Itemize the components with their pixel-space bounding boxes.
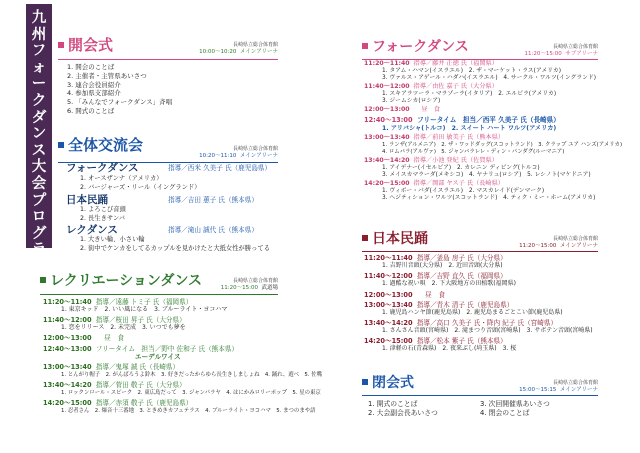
list-item: 2. 長生きサンバ bbox=[80, 214, 126, 222]
minyo-heading: 日本民踊 bbox=[362, 228, 428, 248]
list-item: 4. 閉会のことば bbox=[480, 408, 530, 417]
folk-row-1-items: 1. スキアラツーラ・マラゾーラ(イタリア) 2. エルビラ(アメリカ) 3. ジームシカ(ロシア) bbox=[382, 90, 557, 104]
list-item: 1. よろこび音頭 bbox=[80, 206, 126, 213]
minyo-row-5: 14:20～15:00 指導／松本 紫子 氏（熊本県） bbox=[364, 337, 507, 345]
square-bullet-icon bbox=[362, 379, 368, 385]
kaikai-rule bbox=[58, 59, 278, 60]
list-item: 2. 主催者・主管県あいさつ bbox=[67, 71, 147, 80]
rec-row-1-items: 1. 恋をリリース 2. 未完成 3. いつでも夢を bbox=[61, 324, 186, 331]
folk-row-5-items: 1. アイデナー(イセルビア) 2. カレニン ディビング(トルコ) 3. メイスカマラーダ(メキシコ) 4. ヤナリュ(ロシア) 5. レシノト(マケドニア) bbox=[382, 164, 591, 178]
heikai-list-left bbox=[368, 399, 438, 417]
heikai-list-right bbox=[480, 399, 550, 417]
folk-row-4-items: 1. ランザ(アルメニア) 2. ザ・ワッドダッグ(スコットランド) 3. クラップ ユア ハンズ(アメリカ) 4. ロムバラ(アルヴァ) 5. ジャンバラレレ・ディン・パンダグ(ルーマニア) bbox=[382, 141, 623, 155]
folk-row-3-items: 1. アリバシャ(トルコ) 2. スイート ハート ワルツ(アメリカ) bbox=[382, 125, 557, 132]
list-item: 2. 街中でケンカをしてるカップルを見かけたと大抵女性が勝ってる bbox=[80, 244, 270, 252]
zentai-sub-folk-leader: 指導／西米 久美子 氏（鹿児島県） bbox=[168, 164, 272, 172]
heikai-meta: 長崎県立総合体育館 15:00～15:15 メインアリーナ bbox=[519, 380, 598, 393]
square-bullet-icon bbox=[58, 42, 64, 48]
list-item: 2. 大会副会長あいさつ bbox=[368, 408, 438, 417]
rec-row-4: 13:00～13:40 指導／鬼塚 誠 氏（長崎県） bbox=[43, 363, 180, 371]
kaikai-heading: 開会式 bbox=[58, 34, 113, 55]
folk-row-6-items: 1. ヴィボー・パダ(イスラエル) 2. マスカレイド(デンマーク) 3. ヘジティション・ワルツ(スコットランド) 4. ティク・ミー・ホーム(アメリカ) bbox=[382, 187, 596, 201]
vertical-title-band: 九州フォークダンス大会 プログラム bbox=[26, 4, 52, 248]
list-item: 1. 大きい輪、小さい輪 bbox=[80, 236, 145, 243]
folk-row-0: 11:20～11:40 指導／藤井 正徳 氏（福岡県） bbox=[364, 60, 498, 67]
rec-rule bbox=[40, 294, 278, 295]
folk-meta: 長崎県立総合体育館 11:20～15:00 サブアリーナ bbox=[524, 44, 598, 57]
square-bullet-icon bbox=[362, 43, 368, 49]
rec-row-6: 14:20～15:00 指導／赤須 敬子 氏（鹿児島県） bbox=[43, 399, 193, 407]
list-item: 3. 次回開催県あいさつ bbox=[480, 400, 550, 408]
folk-row-2: 12:00～13:00 昼 食 bbox=[364, 106, 440, 113]
list-item: 2. バージャーズ・リール（イングランド） bbox=[80, 183, 201, 191]
kaikai-list bbox=[67, 63, 172, 116]
minyo-row-1-items: 1. 過酷な祝い唄 2. 下大阪地方の田植歌(福岡県) bbox=[382, 280, 516, 287]
zentai-sub-rec-list bbox=[80, 236, 270, 254]
list-item: 1. 開会のことば bbox=[67, 63, 115, 71]
rec-row-6-items: 1. 忍者さん 2. 爆音十三番地 3. ときめきカフェテラス 4. ブルーライト・ヨコハマ 5. まつのまや語 bbox=[61, 408, 316, 414]
zentai-meta: 長崎県立総合体育館 10:20～11:10 メインアリーナ bbox=[199, 146, 278, 159]
folk-row-4: 13:00～13:40 指導／前田 敏美子 氏（熊本県） bbox=[364, 134, 505, 141]
rec-row-0: 11:20～11:40 指導／遠藤 トミ子 氏（福岡県） bbox=[43, 298, 193, 306]
rec-row-5: 13:40～14:20 指導／菅田 敬子 氏（大分県） bbox=[43, 381, 186, 389]
minyo-row-2: 12:00～13:00 昼 食 bbox=[364, 291, 445, 299]
square-bullet-icon bbox=[362, 235, 368, 241]
list-item: 4. 参加県支部紹介 bbox=[67, 89, 121, 98]
rec-row-1: 11:40～12:00 指導／桜田 昇子 氏（大分県） bbox=[43, 316, 186, 324]
rec-heading: レクリエーションダンス bbox=[40, 270, 202, 290]
minyo-row-0-items: 1. 吉野川音頭(大分県) 2. 近田音頭(大分県) bbox=[382, 262, 503, 269]
rec-row-2: 12:00～13:00 昼 食 bbox=[43, 334, 124, 342]
minyo-row-5-items: 1. 津軽の石(青森県) 2. 夜来ぶし(埼玉県) 3. 桜 bbox=[382, 345, 517, 352]
list-item: 3. 連合会役員紹介 bbox=[67, 80, 121, 89]
folk-heading: フォークダンス bbox=[362, 36, 469, 56]
minyo-row-3-items: 1. 鹿児島ハンヤ節(鹿児島県) 2. 鹿児島まるごとこい節(鹿児島県) bbox=[382, 309, 563, 316]
folk-row-3: 12:40～13:00 フリータイム 担当／西平 久美子 氏（長崎県） bbox=[364, 116, 560, 124]
zentai-sub-folk-list bbox=[80, 175, 201, 193]
rec-row-4-items: 1. とんがり帽子 2. がんばろうよ鈴木 3. 好きだったからゆら長生きしましょね 4. 踊れ、遊べ 5. 佐嘴 bbox=[61, 372, 323, 378]
square-bullet-icon bbox=[40, 277, 46, 283]
minyo-row-0: 11:20～11:40 指導／釜島 房子 氏（大分県） bbox=[364, 254, 507, 262]
square-bullet-icon bbox=[58, 142, 64, 148]
minyo-row-4-items: 1. さんさん音頭(宮崎県) 2. 滝まつり音頭(宮崎県) 3. サボテン音頭(宮崎県) bbox=[382, 327, 593, 334]
minyo-meta: 長崎県立総合体育館 11:20～15:00 メインアリーナ bbox=[519, 236, 598, 249]
rec-row-5-items: 1. ロックンロール・スピーク 2. 東広島だって 3. ジャンパラヤ 4. はにかみロリーポップ 5. 星の東京 bbox=[61, 390, 321, 396]
rec-row-3: 12:40～13:00 フリータイム 担当／野中 佐和子 氏（熊本県） bbox=[43, 345, 239, 353]
zentai-sub-minyo: 日本民踊 bbox=[66, 194, 108, 206]
zentai-heading: 全体交流会 bbox=[58, 134, 143, 155]
rec-row-0-items: 1. 東京キッド 2. いい風になる 3. ブルーライト・ヨコハマ bbox=[61, 306, 228, 313]
list-item: 6. 開式のことば bbox=[67, 106, 115, 115]
list-item: 1. オースザンナ（アメリカ） bbox=[80, 175, 163, 182]
zentai-sub-minyo-list bbox=[80, 206, 126, 224]
list-item: 5. 「みんなでフォークダンス」斉唱 bbox=[67, 98, 173, 107]
minyo-row-3: 13:00～13:40 指導／青木 清子 氏（鹿児島県） bbox=[364, 301, 514, 309]
rec-meta: 長崎県立総合体育館 11:20～15:00 武道場 bbox=[220, 278, 278, 291]
kaikai-meta: 長崎県立総合体育館 10:00～10:20 メインアリーナ bbox=[199, 42, 278, 55]
zentai-sub-rec-leader: 指導／滝山 誠代 氏（熊本県） bbox=[168, 226, 258, 234]
folk-row-6: 14:20～15:00 指導／岡部 ヤス子 氏（長崎県） bbox=[364, 180, 504, 187]
folk-row-1: 11:40～12:00 指導／由佐 嘉子 氏（大分県） bbox=[364, 83, 498, 90]
minyo-row-1: 11:40～12:00 指導／吉野 直久 氏（福岡県） bbox=[364, 272, 507, 280]
zentai-sub-rec: レクダンス bbox=[66, 224, 118, 236]
minyo-row-4: 13:40～14:20 指導／高口 久美子 氏・降内 紀子 氏（宮崎県） bbox=[364, 319, 558, 327]
folk-row-0-items: 1. タアム・ハマン(イスラエル) 2. ザ・マーケット・ラス(アメリカ) 3. ヴァルス・アゲール・ハダハ(イスラエル) 4. サークル・ワルツ(イングランド) bbox=[382, 67, 596, 81]
zentai-sub-folk: フォークダンス bbox=[66, 162, 139, 174]
rec-row-3-items: エーデルワイス bbox=[135, 353, 181, 361]
heikai-rule bbox=[362, 395, 598, 396]
list-item: 1. 開式のことば bbox=[368, 400, 418, 408]
folk-row-5: 13:40～14:20 指導／小池 登紀 氏（佐賀県） bbox=[364, 157, 498, 164]
zentai-sub-minyo-leader: 指導／吉田 蕙子 氏（熊本県） bbox=[168, 196, 258, 204]
heikai-heading: 閉会式 bbox=[362, 372, 414, 392]
minyo-rule bbox=[362, 251, 598, 252]
